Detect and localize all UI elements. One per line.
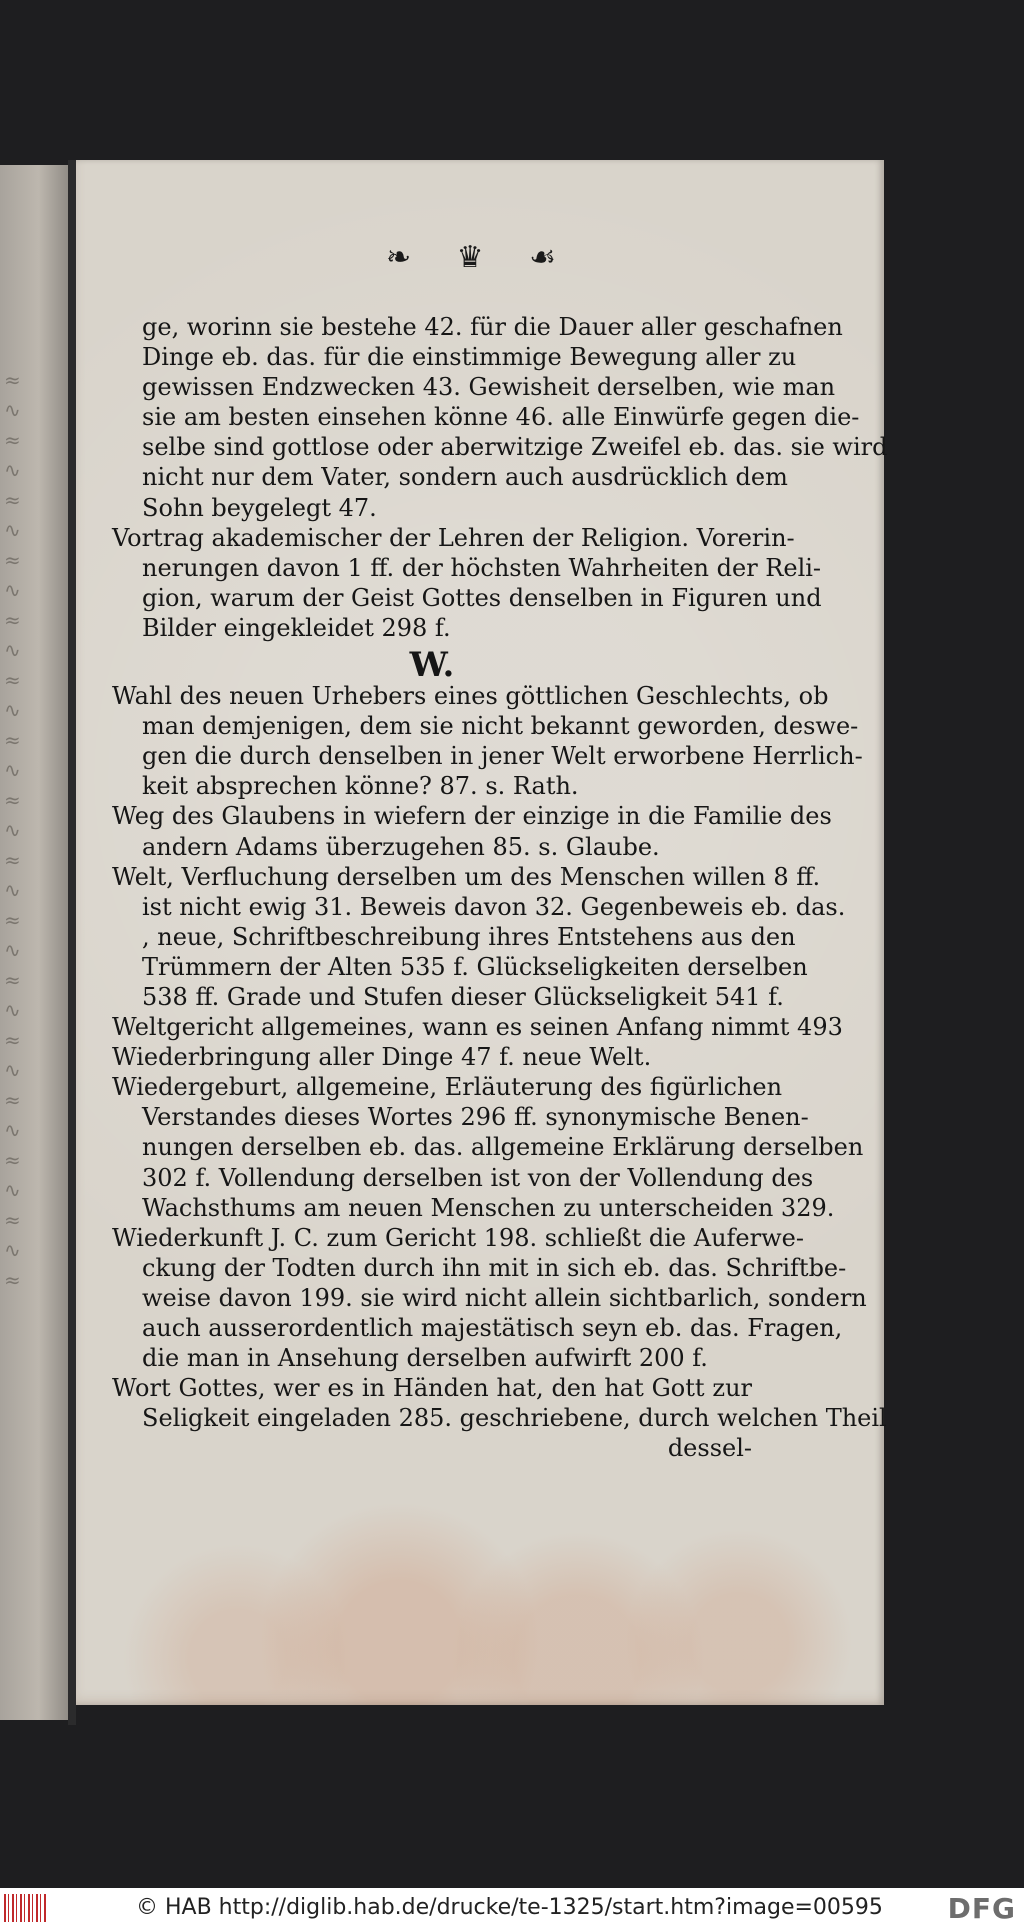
index-entry-head-line: Wiedergeburt, allgemeine, Erläuterung des figürlichen [112, 1073, 783, 1102]
book-spine [68, 160, 76, 1725]
index-text-line: nungen derselben eb. das. allgemeine Erklärung derselben [142, 1133, 864, 1162]
index-text-line: ckung der Todten durch ihn mit in sich eb. das. Schriftbe- [142, 1253, 847, 1282]
index-text-line: gen die durch denselben in jener Welt erworbene Herrlich- [142, 742, 863, 771]
index-text-line: nicht nur dem Vater, sondern auch ausdrücklich dem [142, 463, 788, 492]
index-entry-head-line: Weg des Glaubens in wiefern der einzige in die Familie des [112, 802, 832, 831]
page-ornament [76, 240, 884, 280]
index-text-line: selbe sind gottlose oder aberwitzige Zweifel eb. das. sie wird [142, 433, 888, 462]
index-entry-head-line: Vortrag akademischer der Lehren der Religion. Vorerin- [112, 523, 795, 552]
index-entry-head-line: Wahl des neuen Urhebers eines göttlichen Geschlechts, ob [112, 682, 829, 711]
index-text-line: andern Adams überzugehen 85. s. Glaube. [142, 832, 660, 861]
index-text-line: Verstandes dieses Wortes 296 ff. synonymische Benen- [142, 1103, 809, 1132]
index-text-line: 302 f. Vollendung derselben ist von der Vollendung des [142, 1163, 814, 1192]
index-text-line: sie am besten einsehen könne 46. alle Einwürfe gegen die- [142, 403, 860, 432]
ornament-crown-icon: ♛ [456, 240, 502, 275]
index-entry-head-line: Wort Gottes, wer es in Händen hat, den hat Gott zur [112, 1374, 752, 1403]
index-text-line: ge, worinn sie bestehe 42. für die Dauer aller geschafnen [142, 313, 843, 341]
index-text-line: auch ausserordentlich majestätisch seyn eb. das. Fragen, [142, 1314, 843, 1342]
barcode-icon [4, 1894, 48, 1922]
index-text-line: die man in Ansehung derselben aufwirft 200 f. [142, 1344, 708, 1373]
footer-bar [0, 1888, 1024, 1927]
previous-page-edge [0, 165, 70, 1720]
index-text-line: , neue, Schriftbeschreibung ihres Entstehens aus den [142, 922, 796, 951]
index-text-line: ist nicht ewig 31. Beweis davon 32. Gegenbeweis eb. das. [142, 892, 846, 921]
previous-page-marks: ≈ ∿ ≈ ∿ ≈ ∿ ≈ ∿ ≈ ∿ ≈ ∿ ≈ ∿ ≈ ∿ ≈ ∿ ≈ ∿ ≈ ∿ ≈ ∿ ≈ ∿ ≈ ∿ ≈ ∿ ≈ [4, 368, 22, 1292]
index-entry-head-line: Welt, Verfluchung derselben um des Menschen willen 8 ff. [112, 862, 821, 891]
index-text-line: Sohn beygelegt 47. [142, 493, 377, 522]
index-text-line: gewissen Endzwecken 43. Gewisheit derselben, wie man [142, 373, 836, 402]
index-text-line: man demjenigen, dem sie nicht bekannt geworden, deswe- [142, 712, 859, 741]
index-text-line: dessel- [667, 1434, 752, 1463]
index-text-line: Dinge eb. das. für die einstimmige Bewegung aller zu [142, 343, 797, 372]
dfg-logo: DFG [947, 1892, 1016, 1925]
index-text-line: Wachsthums am neuen Menschen zu unterscheiden 329. [142, 1193, 835, 1222]
index-entry-head-line: Wiederkunft J. C. zum Gericht 198. schließt die Auferwe- [112, 1223, 804, 1252]
ornament-right-icon: ☙ [529, 240, 575, 275]
index-text-line: Trümmern der Alten 535 f. Glückseligkeiten derselben [142, 952, 808, 981]
ornament-left-icon: ❧ [385, 240, 430, 275]
index-text-line: weise davon 199. sie wird nicht allein sichtbarlich, sondern [142, 1283, 867, 1312]
index-text-line: nerungen davon 1 ff. der höchsten Wahrheiten der Reli- [142, 553, 822, 582]
index-entry-head-line: Wiederbringung aller Dinge 47 f. neue Welt. [112, 1043, 652, 1072]
index-text-line: gion, warum der Geist Gottes denselben in Figuren und [142, 583, 822, 612]
index-entry-head-line: Weltgericht allgemeines, wann es seinen Anfang nimmt 493 [112, 1013, 843, 1042]
section-letter: W. [409, 645, 455, 686]
index-text-block [112, 312, 888, 1463]
footer-source-link[interactable]: © HAB http://diglib.hab.de/drucke/te-1325/start.htm?image=00595 [136, 1895, 883, 1920]
index-text-line: keit absprechen könne? 87. s. Rath. [142, 772, 579, 801]
index-text-line: 538 ff. Grade und Stufen dieser Glückseligkeit 541 f. [142, 982, 784, 1011]
index-text-line: Bilder eingekleidet 298 f. [142, 613, 451, 642]
index-text-line: Seligkeit eingeladen 285. geschriebene, durch welchen Theil [142, 1404, 887, 1433]
